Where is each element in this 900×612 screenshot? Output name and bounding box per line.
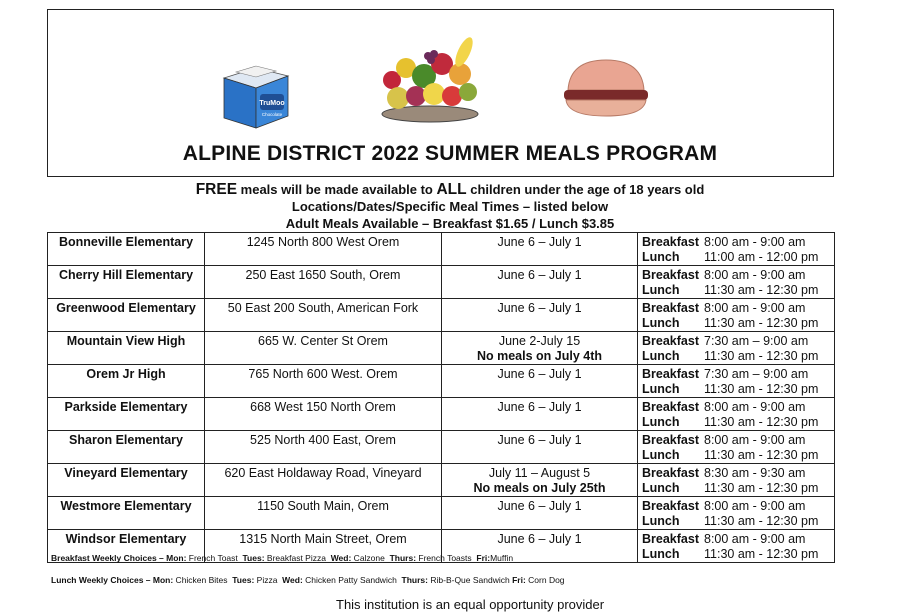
breakfast-choices-label: Breakfast Weekly Choices – (51, 553, 167, 563)
choice-item: Pizza (254, 575, 283, 585)
lunch-time: 11:30 am - 12:30 pm (704, 283, 819, 297)
site-name: Greenwood Elementary (48, 299, 205, 332)
breakfast-label: Breakfast (642, 532, 699, 546)
milk-brand-text: TruMoo (259, 100, 285, 107)
locations-line: Locations/Dates/Specific Meal Times – listed below (291, 199, 609, 214)
choice-day: Thurs: (389, 553, 417, 563)
breakfast-label: Breakfast (642, 433, 699, 447)
adult-meals-line: Adult Meals Available – Breakfast $1.65 / Lunch $3.85 (285, 216, 615, 231)
lunch-time: 11:30 am - 12:30 pm (704, 415, 819, 429)
lunch-time: 11:30 am - 12:30 pm (704, 316, 819, 330)
breakfast-time: 8:00 am - 9:00 am (704, 400, 806, 414)
breakfast-time: 8:00 am - 9:00 am (704, 532, 806, 546)
fruit-basket-image (368, 34, 492, 126)
table-row (48, 398, 835, 431)
choice-item: Corn Dog (525, 575, 565, 585)
site-dates: June 6 – July 1 (497, 400, 582, 414)
choice-day: Mon: (152, 575, 174, 585)
site-note: No meals on July 4th (476, 349, 603, 363)
free-line-end: children under the age of 18 years old (466, 182, 705, 197)
choice-day: Wed: (282, 575, 303, 585)
site-times (638, 431, 835, 464)
site-times (638, 266, 835, 299)
choice-item: Breakfast Pizza (264, 553, 331, 563)
site-address: 620 East Holdaway Road, Vineyard (205, 464, 442, 497)
site-dates-cell (442, 299, 638, 332)
site-name: Sharon Elementary (48, 431, 205, 464)
choice-item: French Toast (186, 553, 243, 563)
site-name: Parkside Elementary (48, 398, 205, 431)
site-address: 1315 North Main Street, Orem (205, 530, 442, 563)
choice-item: French Toasts (416, 553, 477, 563)
lunch-time: 11:30 am - 12:30 pm (704, 481, 819, 495)
site-times (638, 299, 835, 332)
site-times (638, 464, 835, 497)
site-address: 668 West 150 North Orem (205, 398, 442, 431)
site-dates: June 6 – July 1 (497, 301, 582, 315)
breakfast-time: 7:30 am – 9:00 am (704, 367, 809, 381)
breakfast-time: 8:00 am - 9:00 am (704, 301, 806, 315)
site-name: Westmore Elementary (48, 497, 205, 530)
breakfast-time: 8:00 am - 9:00 am (704, 499, 806, 513)
breakfast-label: Breakfast (642, 400, 699, 414)
lunch-label: Lunch (642, 382, 680, 396)
site-dates: June 6 – July 1 (497, 499, 582, 513)
lunch-label: Lunch (642, 481, 680, 495)
site-dates-cell (442, 233, 638, 266)
site-dates-cell (442, 431, 638, 464)
choice-day: Tues: (242, 553, 265, 563)
breakfast-time: 8:00 am - 9:00 am (704, 268, 806, 282)
site-dates: June 6 – July 1 (497, 367, 582, 381)
table-row (48, 332, 835, 365)
table-row (48, 365, 835, 398)
breakfast-choices (51, 553, 513, 563)
site-name: Cherry Hill Elementary (48, 266, 205, 299)
lunch-label: Lunch (642, 448, 680, 462)
site-times (638, 497, 835, 530)
all-word: ALL (436, 181, 467, 198)
lunch-time: 11:00 am - 12:00 pm (704, 250, 819, 264)
site-name: Bonneville Elementary (48, 233, 205, 266)
site-dates: June 6 – July 1 (497, 532, 582, 546)
breakfast-label: Breakfast (642, 466, 699, 480)
site-dates: June 6 – July 1 (497, 433, 582, 447)
free-word: FREE (195, 181, 238, 198)
site-address: 1150 South Main, Orem (205, 497, 442, 530)
breakfast-label: Breakfast (642, 235, 699, 249)
site-times (638, 398, 835, 431)
breakfast-time: 8:00 am - 9:00 am (704, 235, 806, 249)
lunch-time: 11:30 am - 12:30 pm (704, 514, 819, 528)
site-name: Orem Jr High (48, 365, 205, 398)
site-dates-cell (442, 464, 638, 497)
site-dates: June 2-July 15 (498, 334, 581, 348)
site-name: Windsor Elementary (48, 530, 205, 563)
lunch-time: 11:30 am - 12:30 pm (704, 382, 819, 396)
site-dates-cell (442, 398, 638, 431)
choice-day: Tues: (232, 575, 255, 585)
breakfast-time: 8:00 am - 9:00 am (704, 433, 806, 447)
choice-item: Rib-B-Que Sandwich (428, 575, 513, 585)
lunch-label: Lunch (642, 349, 680, 363)
breakfast-label: Breakfast (642, 268, 699, 282)
site-note: No meals on July 25th (473, 481, 606, 495)
lunch-choices (51, 575, 565, 585)
lunch-label: Lunch (642, 283, 680, 297)
lunch-time: 11:30 am - 12:30 pm (704, 448, 819, 462)
breakfast-time: 8:30 am - 9:30 am (704, 466, 806, 480)
breakfast-time: 7:30 am – 9:00 am (704, 334, 809, 348)
site-dates: June 6 – July 1 (497, 268, 582, 282)
choice-day: Thurs: (401, 575, 428, 585)
choice-item: Chicken Patty Sandwich (302, 575, 402, 585)
site-dates: July 11 – August 5 (488, 466, 591, 480)
site-name: Vineyard Elementary (48, 464, 205, 497)
site-times (638, 365, 835, 398)
milk-carton-image (216, 58, 294, 130)
breakfast-label: Breakfast (642, 367, 699, 381)
site-times (638, 233, 835, 266)
choice-item: Chicken Bites (173, 575, 233, 585)
lunch-label: Lunch (642, 415, 680, 429)
site-name: Mountain View High (48, 332, 205, 365)
choice-day: Fri: (512, 575, 526, 585)
lunch-label: Lunch (642, 547, 680, 561)
site-times (638, 332, 835, 365)
lunch-time: 11:30 am - 12:30 pm (704, 547, 819, 561)
lunch-label: Lunch (642, 316, 680, 330)
breakfast-label: Breakfast (642, 301, 699, 315)
table-row (48, 266, 835, 299)
lunch-label: Lunch (642, 250, 680, 264)
site-address: 50 East 200 South, American Fork (205, 299, 442, 332)
lunch-time: 11:30 am - 12:30 pm (704, 349, 819, 363)
table-row (48, 497, 835, 530)
page-title: ALPINE DISTRICT 2022 SUMMER MEALS PROGRAM (182, 142, 718, 165)
breakfast-label: Breakfast (642, 499, 699, 513)
free-line-text: meals will be made available to (237, 182, 437, 197)
site-address: 765 North 600 West. Orem (205, 365, 442, 398)
schedule-table (47, 232, 835, 563)
choice-item: Muffin (490, 553, 514, 563)
choice-day: Fri: (476, 553, 491, 563)
free-meals-line (0, 181, 900, 199)
choice-day: Wed: (330, 553, 352, 563)
site-dates-cell (442, 365, 638, 398)
table-row (48, 431, 835, 464)
table-row (48, 464, 835, 497)
site-dates-cell (442, 332, 638, 365)
lunch-choices-label: Lunch Weekly Choices – (51, 575, 153, 585)
hamburger-image (560, 56, 652, 126)
table-row (48, 233, 835, 266)
milk-flavor-text: Chocolate (261, 112, 283, 117)
site-times (638, 530, 835, 563)
site-dates: June 6 – July 1 (497, 235, 582, 249)
site-address: 665 W. Center St Orem (205, 332, 442, 365)
site-address: 525 North 400 East, Orem (205, 431, 442, 464)
site-dates-cell (442, 497, 638, 530)
site-address: 1245 North 800 West Orem (205, 233, 442, 266)
footer-cutoff-line: This institution is an equal opportunity provider (336, 597, 605, 612)
choice-item: Calzone (351, 553, 390, 563)
site-address: 250 East 1650 South, Orem (205, 266, 442, 299)
choice-day: Mon: (166, 553, 187, 563)
breakfast-label: Breakfast (642, 334, 699, 348)
lunch-label: Lunch (642, 514, 680, 528)
table-row (48, 299, 835, 332)
site-dates-cell (442, 266, 638, 299)
